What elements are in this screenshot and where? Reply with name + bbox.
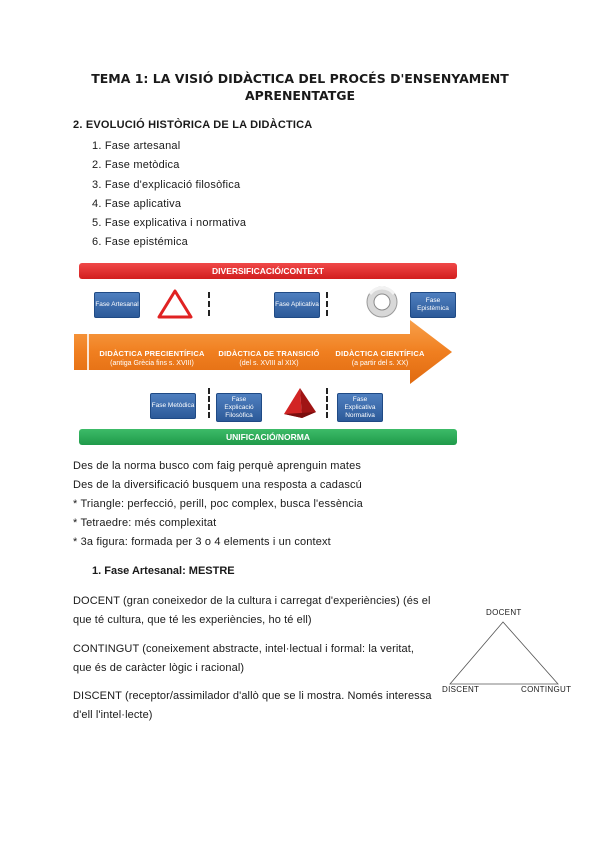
paragraph-docent: DOCENT (gran coneixedor de la cultura i carregat d'experiències) (és el que té cultura, que té les experiències, ho té ell) bbox=[73, 595, 431, 626]
paragraph-contingut: CONTINGUT (coneixement abstracte, intel·lectual i formal: la veritat, que és de caràcter lògic i racional) bbox=[73, 643, 415, 674]
didactic-triangle bbox=[446, 618, 564, 688]
ring-icon bbox=[364, 284, 400, 320]
box-metodica: Fase Metòdica bbox=[150, 393, 196, 419]
section-heading: 2. EVOLUCIÓ HISTÒRICA DE LA DIDÀCTICA bbox=[73, 119, 313, 131]
list-item: 1. Fase artesanal bbox=[92, 140, 181, 152]
box-epistemica: Fase Epistèmica bbox=[410, 292, 456, 318]
phase-list bbox=[92, 137, 246, 253]
segment-subtitle: (a partir del s. XX) bbox=[351, 360, 409, 367]
note-line: * 3a figura: formada per 3 o 4 elements i un context bbox=[73, 536, 331, 548]
separator bbox=[208, 388, 210, 418]
box-aplicativa: Fase Aplicativa bbox=[274, 292, 320, 318]
box-normativa: Fase Explicativa Normativa bbox=[337, 393, 383, 422]
arrow-segment-2 bbox=[214, 349, 324, 368]
note-line: Des de la norma busco com faig perquè aprenguin mates bbox=[73, 460, 361, 472]
list-item: 3. Fase d'explicació filosòfica bbox=[92, 178, 241, 191]
triangle-label-right: CONTINGUT bbox=[521, 685, 572, 694]
unification-bar: UNIFICACIÓ/NORMA bbox=[79, 429, 457, 445]
list-item: 5. Fase explicativa i normativa bbox=[92, 217, 247, 230]
triangle-label-left: DISCENT bbox=[442, 685, 480, 694]
list-item: 6. Fase epistémica bbox=[92, 236, 188, 249]
triangle-icon bbox=[156, 288, 194, 320]
box-artesanal: Fase Artesanal bbox=[94, 292, 140, 318]
arrow-segment-3 bbox=[332, 349, 428, 368]
page-title: TEMA 1: LA VISIÓ DIDÀCTICA DEL PROCÉS D'ENSENYAMENT APRENENTATGE bbox=[91, 71, 509, 103]
note-line: * Triangle: perfecció, perill, poc complex, busca l'essència bbox=[73, 498, 363, 510]
list-item: 2. Fase metòdica bbox=[92, 159, 180, 172]
arrow-segment-1 bbox=[92, 349, 212, 368]
subsection-heading: 1. Fase Artesanal: MESTRE bbox=[92, 565, 235, 577]
diversification-bar: DIVERSIFICACIÓ/CONTEXT bbox=[79, 263, 457, 279]
segment-title: DIDÀCTICA DE TRANSICIÓ bbox=[218, 349, 320, 358]
separator bbox=[326, 388, 328, 418]
separator bbox=[208, 292, 210, 316]
list-item: 4. Fase aplicativa bbox=[92, 197, 182, 210]
segment-subtitle: (del s. XVIII al XIX) bbox=[239, 360, 299, 367]
box-filosofica: Fase Explicació Filosòfica bbox=[216, 393, 262, 422]
paragraph-discent: DISCENT (receptor/assimilador d'allò que se li mostra. Només interessa d'ell l'intel·lecte) bbox=[73, 690, 432, 721]
segment-title: DIDÀCTICA PRECIENTÍFICA bbox=[99, 349, 205, 358]
note-line: * Tetraedre: més complexitat bbox=[73, 517, 217, 529]
separator bbox=[326, 292, 328, 316]
segment-subtitle: (antiga Grècia fins s. XVIII) bbox=[110, 360, 194, 367]
segment-title: DIDÀCTICA CIENTÍFICA bbox=[335, 349, 425, 358]
triangle-label-top: DOCENT bbox=[486, 608, 522, 617]
tetrahedron-icon bbox=[282, 386, 318, 420]
note-line: Des de la diversificació busquem una resposta a cadascú bbox=[73, 479, 362, 491]
